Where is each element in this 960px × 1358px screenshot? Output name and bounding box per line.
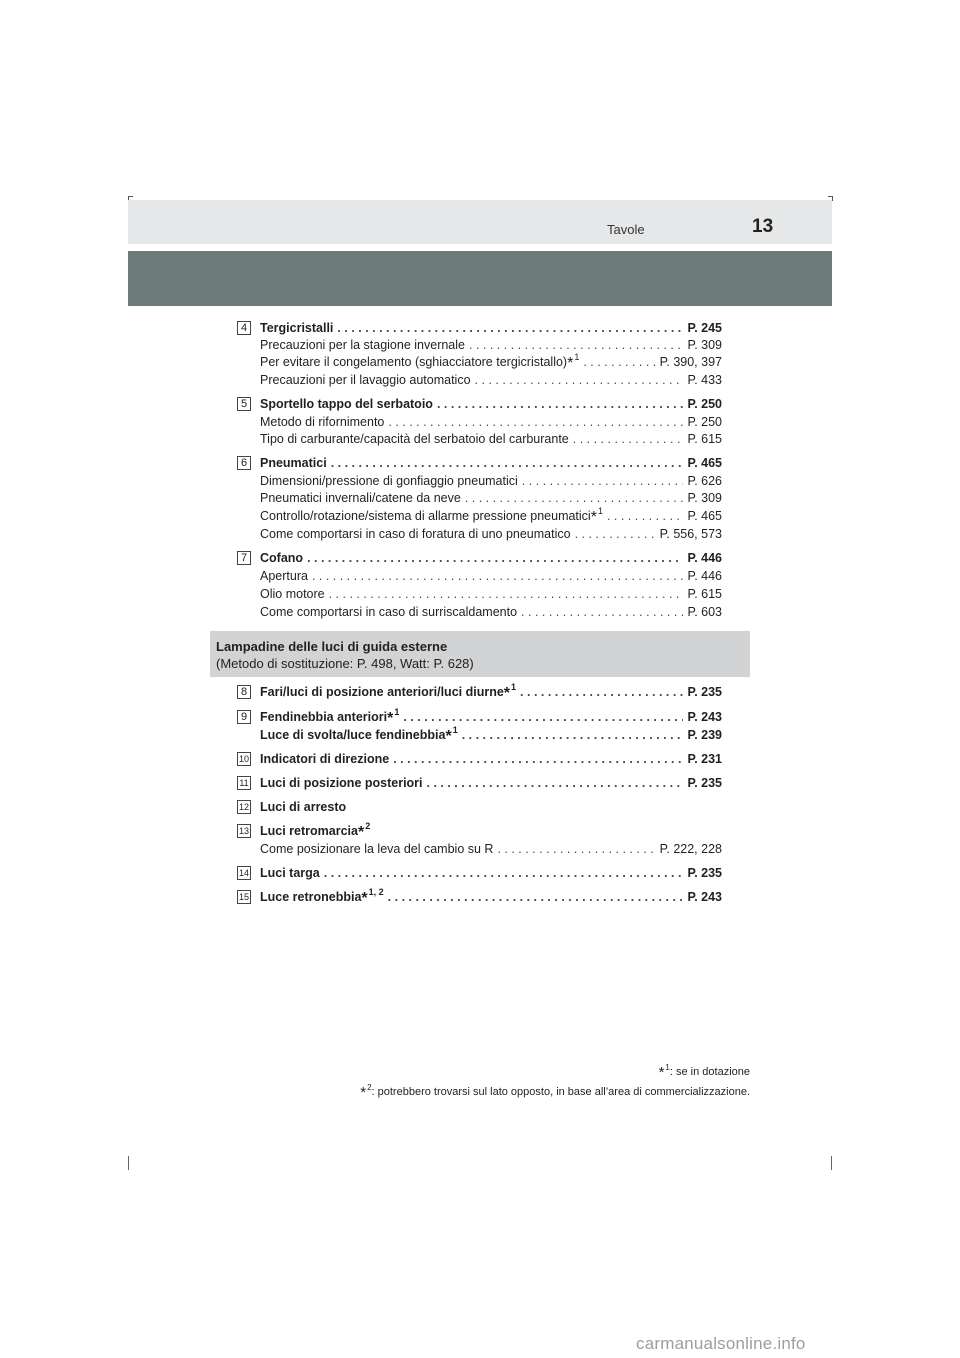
footnote-star: * [387, 710, 394, 727]
footnote-ref: 1 [574, 352, 580, 362]
toc-row-page: P. 615 [687, 432, 722, 446]
toc-row-label: Luci retromarcia*$^2$ [260, 821, 371, 841]
toc-row-label: Come comportarsi in caso di foratura di uno pneumatico [260, 527, 571, 541]
toc-row[interactable] [260, 727, 722, 743]
toc-row[interactable] [260, 709, 722, 725]
item-number-8: 8 [237, 685, 251, 699]
toc-row-page: P. 390, 397 [659, 355, 722, 369]
toc-row-label: Tergicristalli [260, 321, 334, 335]
toc-row-label: Dimensioni/pressione di gonfiaggio pneumatici [260, 474, 518, 488]
toc-row[interactable] [260, 414, 722, 430]
item-number-4: 4 [237, 321, 251, 335]
dot-leader [307, 550, 683, 566]
footnote-star: * [361, 890, 368, 907]
toc-row-label: Olio motore [260, 587, 325, 601]
toc-row-label: Per evitare il congelamento (sghiacciatore tergicristallo)*$^1$ [260, 352, 580, 372]
dot-leader [575, 526, 656, 542]
item-number-13: 13 [238, 826, 249, 836]
toc-row[interactable] [260, 320, 722, 336]
footnote-star: * [567, 355, 574, 372]
toc-row[interactable] [260, 684, 722, 700]
page-number: 13 [752, 216, 774, 237]
toc-row[interactable] [260, 586, 722, 602]
item-number-15: 15 [238, 892, 249, 902]
toc-row[interactable] [260, 568, 722, 584]
toc-row[interactable] [260, 372, 722, 388]
dot-leader [403, 709, 683, 725]
toc-row[interactable] [260, 823, 722, 839]
dot-leader [337, 320, 683, 336]
dot-leader [520, 684, 683, 700]
footnote-star: * [357, 824, 365, 841]
toc-row-page: P. 243 [687, 890, 722, 904]
toc-row[interactable] [260, 841, 722, 857]
item-number-6: 6 [237, 456, 251, 470]
header-band [128, 200, 832, 244]
dot-leader [607, 508, 684, 524]
toc-row-label: Tipo di carburante/capacità del serbatoio del carburante [260, 432, 569, 446]
toc-row-page: P. 626 [687, 474, 722, 488]
item-number-5: 5 [237, 397, 251, 411]
dot-leader [331, 455, 684, 471]
toc-row-page: P. 465 [687, 509, 722, 523]
toc-row-label: Controllo/rotazione/sistema di allarme pressione pneumatici*$^1$ [260, 506, 603, 526]
section-title: Tavole [607, 222, 645, 237]
toc-row-page: P. 235 [687, 685, 722, 699]
toc-row[interactable] [260, 799, 722, 815]
toc-row-label: Cofano [260, 551, 304, 565]
lamp-section-subtitle: (Metodo di sostituzione: P. 498, Watt: P. 628) [216, 656, 474, 671]
footnote-1: *$^1$: se in dotazione [658, 1063, 750, 1081]
toc-row-page: P. 446 [687, 569, 722, 583]
toc-row-page: P. 243 [687, 710, 722, 724]
toc-row-label: Luci targa [260, 866, 320, 880]
item-number-9: 9 [237, 710, 251, 724]
toc-row[interactable] [260, 490, 722, 506]
toc-row-label: Pneumatici invernali/catene da neve [260, 491, 461, 505]
footnote-2: *$^2$: potrebbero trovarsi sul lato opposto, in base all’area di commercializzazione. [360, 1083, 750, 1101]
toc-row-page: P. 309 [687, 338, 722, 352]
item-number-7: 7 [237, 551, 251, 565]
toc-row[interactable] [260, 396, 722, 412]
toc-row-label: Fari/luci di posizione anteriori/luci diurne*$^1$ [260, 682, 517, 702]
toc-row-page: P. 235 [687, 866, 722, 880]
toc-row[interactable] [260, 455, 722, 471]
toc-row-label: Come posizionare la leva del cambio su R [260, 842, 494, 856]
toc-row[interactable] [260, 526, 722, 542]
toc-row[interactable] [260, 473, 722, 489]
dot-leader [427, 775, 684, 791]
toc-row-page: P. 245 [687, 321, 722, 335]
dot-leader [522, 473, 684, 489]
toc-row[interactable] [260, 354, 722, 370]
toc-row[interactable] [260, 337, 722, 353]
crop-mark-bottom-left [128, 1156, 129, 1170]
dot-leader [388, 414, 683, 430]
toc-row-page: P. 446 [687, 551, 722, 565]
dot-leader [388, 889, 684, 905]
toc-row-label: Luce retronebbia*$^{1, 2}$ [260, 887, 384, 907]
footnote-ref: 1 [452, 725, 458, 735]
dot-leader [393, 751, 683, 767]
toc-row[interactable] [260, 508, 722, 524]
footnote-star: * [503, 685, 511, 702]
item-number-11: 11 [237, 776, 251, 790]
toc-row-label: Fendinebbia anteriori*$^1$ [260, 707, 400, 727]
toc-row-label: Luci di arresto [260, 800, 347, 814]
toc-row-label: Precauzioni per la stagione invernale [260, 338, 465, 352]
crop-mark-bottom-right [831, 1156, 832, 1170]
dot-leader [521, 604, 683, 620]
toc-row[interactable] [260, 431, 722, 447]
item-number-10: 10 [238, 754, 249, 764]
toc-row-page: P. 615 [687, 587, 722, 601]
toc-row-page: P. 231 [687, 752, 722, 766]
footnote-star: * [590, 509, 597, 526]
footnote-ref: 2 [365, 821, 371, 831]
toc-row-label: Luci di posizione posteriori [260, 776, 423, 790]
toc-row-page: P. 235 [687, 776, 722, 790]
dot-leader [573, 431, 684, 447]
toc-row-label: Sportello tappo del serbatoio [260, 397, 433, 411]
toc-row-page: P. 222, 228 [659, 842, 722, 856]
toc-row[interactable] [260, 775, 722, 791]
watermark: carmanualsonline.info [636, 1334, 806, 1353]
toc-row[interactable] [260, 550, 722, 566]
footnote-ref: 1 [394, 707, 400, 717]
toc-row-page: P. 239 [687, 728, 722, 742]
dot-leader [312, 568, 684, 584]
dot-leader [462, 727, 684, 743]
footnote-ref: 1 [597, 506, 603, 516]
dot-leader [465, 490, 684, 506]
toc-row-label: Indicatori di direzione [260, 752, 390, 766]
toc-row-page: P. 603 [687, 605, 722, 619]
toc-row[interactable] [260, 604, 722, 620]
dot-leader [583, 354, 655, 370]
toc-row-page: P. 250 [687, 397, 722, 411]
footnote-ref: 1 [511, 682, 517, 692]
toc-row-label: Pneumatici [260, 456, 327, 470]
footnote-star: * [445, 728, 452, 745]
toc-row-page: P. 309 [687, 491, 722, 505]
dot-leader [437, 396, 684, 412]
toc-row-page: P. 250 [687, 415, 722, 429]
lamp-section-title: Lampadine delle luci di guida esterne [216, 639, 448, 654]
toc-row[interactable] [260, 889, 722, 905]
toc-row-page: P. 556, 573 [659, 527, 722, 541]
dot-leader [324, 865, 684, 881]
toc-row-label: Precauzioni per il lavaggio automatico [260, 373, 471, 387]
dot-leader [329, 586, 684, 602]
dot-leader [475, 372, 684, 388]
toc-row-label: Come comportarsi in caso di surriscaldamento [260, 605, 518, 619]
dot-leader [497, 841, 655, 857]
toc-row-label: Metodo di rifornimento [260, 415, 385, 429]
item-number-12: 12 [238, 802, 249, 812]
title-band [128, 251, 832, 306]
dot-leader [469, 337, 683, 353]
toc-row-page: P. 433 [687, 373, 722, 387]
toc-row[interactable] [260, 751, 722, 767]
toc-row-page: P. 465 [687, 456, 722, 470]
toc-row-label: Luce di svolta/luce fendinebbia*$^1$ [260, 725, 458, 745]
toc-row[interactable] [260, 865, 722, 881]
toc-row-label: Apertura [260, 569, 308, 583]
footnote-ref: 1, 2 [368, 887, 384, 897]
item-number-14: 14 [238, 868, 249, 878]
